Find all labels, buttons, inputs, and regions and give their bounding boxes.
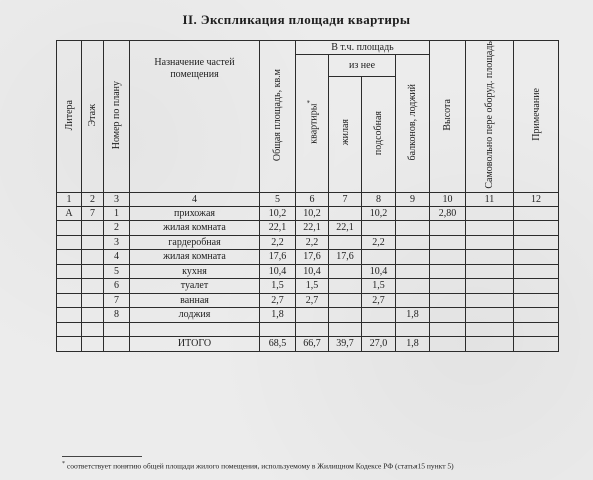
header-v-tch: В т.ч. площадь <box>296 41 430 55</box>
cell-litera <box>57 337 82 352</box>
explication-table <box>56 40 559 352</box>
footnote-star: * <box>305 99 314 104</box>
cell-obshaya: 68,5 <box>260 337 296 352</box>
cell-balkon: 1,8 <box>396 308 430 323</box>
cell-name: ванная <box>130 293 260 308</box>
table-row <box>57 250 559 265</box>
col-num: 2 <box>82 192 104 206</box>
header-nomer: Номер по плану <box>104 41 130 193</box>
cell-litera <box>57 221 82 236</box>
cell-zhilaya <box>329 293 362 308</box>
col-num: 1 <box>57 192 82 206</box>
table-row <box>57 279 559 294</box>
col-num: 10 <box>430 192 466 206</box>
cell-vysota <box>430 279 466 294</box>
header-primechanie: Примечание <box>514 41 559 193</box>
header-iz-nee: из нее <box>329 55 396 77</box>
cell-prim <box>514 250 559 265</box>
cell-name: жилая комната <box>130 221 260 236</box>
cell-obshaya: 17,6 <box>260 250 296 265</box>
cell-obshaya: 2,7 <box>260 293 296 308</box>
table-row <box>57 206 559 221</box>
table-row <box>57 264 559 279</box>
cell-samovolno <box>466 337 514 352</box>
cell-etazh <box>82 337 104 352</box>
cell-zhilaya: 22,1 <box>329 221 362 236</box>
header-obshaya: Общая площадь, кв.м <box>260 41 296 193</box>
cell-zhilaya: 39,7 <box>329 337 362 352</box>
cell-name: ИТОГО <box>130 337 260 352</box>
cell-etazh <box>82 264 104 279</box>
cell-litera: А <box>57 206 82 221</box>
cell-name: гардеробная <box>130 235 260 250</box>
cell-obshaya: 22,1 <box>260 221 296 236</box>
cell-litera <box>57 235 82 250</box>
cell-obshaya <box>260 322 296 337</box>
cell-balkon: 1,8 <box>396 337 430 352</box>
table-row <box>57 293 559 308</box>
cell-prim <box>514 322 559 337</box>
column-numbers-row <box>57 192 559 206</box>
cell-vysota <box>430 308 466 323</box>
footnote: * соответствует понятию общей площади жилого помещения, используемому в Жилищном Кодексе РФ (статья15 пункт 5) <box>62 461 454 471</box>
header-kvartiry: квартиры* <box>296 55 329 193</box>
cell-balkon <box>396 235 430 250</box>
cell-podsobnaya <box>362 221 396 236</box>
cell-kvartiry: 17,6 <box>296 250 329 265</box>
cell-obshaya: 10,2 <box>260 206 296 221</box>
cell-kvartiry: 10,4 <box>296 264 329 279</box>
cell-litera <box>57 264 82 279</box>
header-etazh: Этаж <box>82 41 104 193</box>
footnote-divider <box>62 456 142 457</box>
cell-podsobnaya: 1,5 <box>362 279 396 294</box>
cell-zhilaya <box>329 235 362 250</box>
header-litera: Литера <box>57 41 82 193</box>
cell-podsobnaya: 10,2 <box>362 206 396 221</box>
cell-kvartiry: 2,2 <box>296 235 329 250</box>
cell-obshaya: 1,5 <box>260 279 296 294</box>
cell-nomer: 8 <box>104 308 130 323</box>
cell-nomer <box>104 322 130 337</box>
cell-prim <box>514 279 559 294</box>
cell-etazh <box>82 235 104 250</box>
cell-samovolno <box>466 264 514 279</box>
cell-samovolno <box>466 322 514 337</box>
header-podsobnaya: подсобная <box>362 76 396 192</box>
cell-etazh <box>82 221 104 236</box>
table-row <box>57 221 559 236</box>
cell-litera <box>57 322 82 337</box>
cell-prim <box>514 264 559 279</box>
cell-kvartiry: 66,7 <box>296 337 329 352</box>
header-samovolno: Самовольно пере оборуд. площадь <box>466 41 514 193</box>
cell-vysota <box>430 322 466 337</box>
cell-obshaya: 1,8 <box>260 308 296 323</box>
cell-name: туалет <box>130 279 260 294</box>
col-num: 7 <box>329 192 362 206</box>
cell-nomer: 5 <box>104 264 130 279</box>
cell-samovolno <box>466 308 514 323</box>
col-num: 6 <box>296 192 329 206</box>
cell-name: кухня <box>130 264 260 279</box>
cell-name: жилая комната <box>130 250 260 265</box>
col-num: 4 <box>130 192 260 206</box>
cell-vysota: 2,80 <box>430 206 466 221</box>
cell-podsobnaya <box>362 322 396 337</box>
cell-balkon <box>396 206 430 221</box>
cell-nomer: 2 <box>104 221 130 236</box>
cell-zhilaya <box>329 264 362 279</box>
cell-zhilaya <box>329 308 362 323</box>
cell-prim <box>514 308 559 323</box>
col-num: 9 <box>396 192 430 206</box>
cell-zhilaya: 17,6 <box>329 250 362 265</box>
cell-nomer <box>104 337 130 352</box>
cell-zhilaya <box>329 279 362 294</box>
cell-balkon <box>396 322 430 337</box>
col-num: 12 <box>514 192 559 206</box>
table-row <box>57 308 559 323</box>
cell-prim <box>514 337 559 352</box>
cell-samovolno <box>466 221 514 236</box>
col-num: 8 <box>362 192 396 206</box>
cell-samovolno <box>466 279 514 294</box>
header-balkonov: балконов, лоджий <box>396 55 430 193</box>
col-num: 3 <box>104 192 130 206</box>
cell-etazh <box>82 250 104 265</box>
table-row <box>57 337 559 352</box>
cell-etazh <box>82 293 104 308</box>
cell-samovolno <box>466 293 514 308</box>
cell-podsobnaya: 2,2 <box>362 235 396 250</box>
cell-vysota <box>430 293 466 308</box>
cell-obshaya: 10,4 <box>260 264 296 279</box>
table-row <box>57 235 559 250</box>
cell-obshaya: 2,2 <box>260 235 296 250</box>
header-naznachenie: Назначение частей помещения <box>130 41 260 193</box>
cell-podsobnaya <box>362 250 396 265</box>
cell-nomer: 3 <box>104 235 130 250</box>
cell-vysota <box>430 235 466 250</box>
table-row <box>57 322 559 337</box>
cell-kvartiry: 10,2 <box>296 206 329 221</box>
cell-etazh <box>82 279 104 294</box>
cell-litera <box>57 250 82 265</box>
cell-prim <box>514 221 559 236</box>
cell-nomer: 1 <box>104 206 130 221</box>
cell-balkon <box>396 250 430 265</box>
cell-prim <box>514 293 559 308</box>
cell-prim <box>514 206 559 221</box>
cell-litera <box>57 293 82 308</box>
cell-balkon <box>396 279 430 294</box>
cell-zhilaya <box>329 206 362 221</box>
cell-samovolno <box>466 250 514 265</box>
cell-name: лоджия <box>130 308 260 323</box>
cell-zhilaya <box>329 322 362 337</box>
cell-samovolno <box>466 235 514 250</box>
cell-podsobnaya: 10,4 <box>362 264 396 279</box>
cell-nomer: 4 <box>104 250 130 265</box>
cell-vysota <box>430 221 466 236</box>
cell-etazh <box>82 322 104 337</box>
cell-kvartiry <box>296 308 329 323</box>
header-vysota: Высота <box>430 41 466 193</box>
cell-name <box>130 322 260 337</box>
cell-vysota <box>430 337 466 352</box>
cell-name: прихожая <box>130 206 260 221</box>
cell-balkon <box>396 264 430 279</box>
cell-prim <box>514 235 559 250</box>
cell-etazh: 7 <box>82 206 104 221</box>
cell-podsobnaya <box>362 308 396 323</box>
cell-kvartiry: 2,7 <box>296 293 329 308</box>
cell-kvartiry <box>296 322 329 337</box>
cell-vysota <box>430 250 466 265</box>
cell-podsobnaya: 27,0 <box>362 337 396 352</box>
cell-balkon <box>396 293 430 308</box>
cell-balkon <box>396 221 430 236</box>
cell-vysota <box>430 264 466 279</box>
cell-kvartiry: 1,5 <box>296 279 329 294</box>
cell-podsobnaya: 2,7 <box>362 293 396 308</box>
cell-kvartiry: 22,1 <box>296 221 329 236</box>
header-zhilaya: жилая <box>329 76 362 192</box>
col-num: 5 <box>260 192 296 206</box>
document-title: II. Экспликация площади квартиры <box>182 12 411 27</box>
cell-nomer: 6 <box>104 279 130 294</box>
cell-litera <box>57 279 82 294</box>
cell-etazh <box>82 308 104 323</box>
cell-litera <box>57 308 82 323</box>
cell-samovolno <box>466 206 514 221</box>
cell-nomer: 7 <box>104 293 130 308</box>
col-num: 11 <box>466 192 514 206</box>
